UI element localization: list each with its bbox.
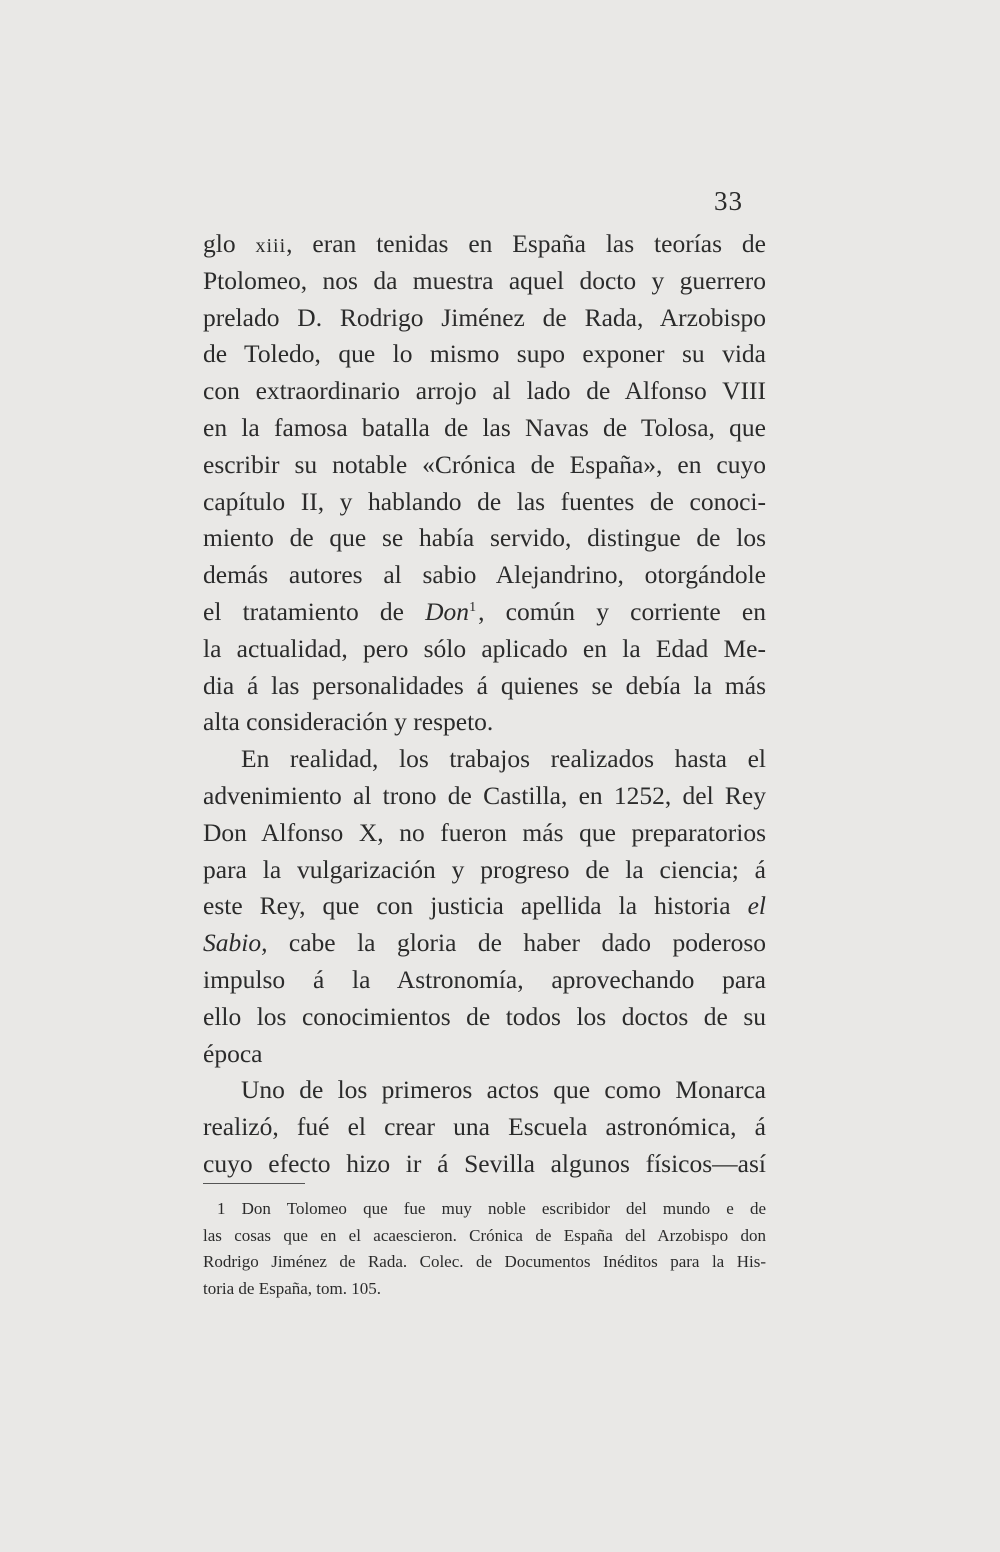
text-line: época xyxy=(203,1038,263,1068)
text-line: Don Alfonso X, no fueron más que preparatorios xyxy=(203,817,766,847)
text-line: el tratamiento de Don$^1$, común y corriente en xyxy=(203,596,766,626)
footnote xyxy=(203,1196,766,1302)
footnote-divider xyxy=(203,1183,305,1184)
text-line: glo xiii, eran tenidas en España las teorías de xyxy=(203,229,766,258)
footnote-line: Rodrigo Jiménez de Rada. Colec. de Documentos Inéditos para la His- xyxy=(203,1252,766,1271)
text-line: con extraordinario arrojo al lado de Alfonso VIII xyxy=(203,376,766,406)
footnote-line: toria de España, tom. 105. xyxy=(203,1278,381,1298)
italic-term: el xyxy=(747,891,766,921)
text-line: cuyo efecto hizo ir á Sevilla algunos físicos—así xyxy=(203,1148,766,1178)
text-line: miento de que se había servido, distingue de los xyxy=(203,523,766,553)
text-line: la actualidad, pero sólo aplicado en la Edad Me- xyxy=(203,633,766,663)
footnote-line: las cosas que en el acaescieron. Crónica de España del Arzobispo don xyxy=(203,1225,766,1245)
text-line: para la vulgarización y progreso de la ciencia; á xyxy=(203,854,766,884)
text-line: prelado D. Rodrigo Jiménez de Rada, Arzobispo xyxy=(203,302,766,332)
text-line: Ptolomeo, nos da muestra aquel docto y guerrero xyxy=(203,265,766,295)
italic-term: Don xyxy=(425,596,470,626)
footnote-reference: 1 xyxy=(469,599,477,615)
paragraph xyxy=(203,226,766,741)
text-line: advenimiento al trono de Castilla, en 1252, del Rey xyxy=(203,780,766,810)
footnote-marker: 1 xyxy=(217,1199,226,1218)
text-line: En realidad, los trabajos realizados hasta el xyxy=(241,744,766,774)
text-line: ello los conocimientos de todos los doctos de su xyxy=(203,1001,766,1031)
text-line: dia á las personalidades á quienes se debía la más xyxy=(203,670,766,700)
text-line: alta consideración y respeto. xyxy=(203,707,494,737)
italic-term: Sabio, xyxy=(203,928,268,958)
page-number: 33 xyxy=(714,186,743,216)
roman-numeral: xiii xyxy=(255,235,287,257)
text-line: demás autores al sabio Alejandrino, otorgándole xyxy=(203,560,766,590)
text-line: Uno de los primeros actos que como Monarca xyxy=(241,1075,766,1105)
text-line: impulso á la Astronomía, aprovechando para xyxy=(203,964,766,994)
text-line: Sabio, cabe la gloria de haber dado poderoso xyxy=(203,928,766,958)
paragraph xyxy=(203,1072,766,1182)
footnote-line: 1 Don Tolomeo que fue muy noble escribidor del mundo e de xyxy=(217,1199,766,1218)
text-line: de Toledo, que lo mismo supo exponer su vida xyxy=(203,339,766,369)
text-line: capítulo II, y hablando de las fuentes de conoci- xyxy=(203,486,766,516)
paragraph xyxy=(203,741,766,1072)
text-line: escribir su notable «Crónica de España», en cuyo xyxy=(203,449,766,479)
text-line: en la famosa batalla de las Navas de Tolosa, que xyxy=(203,412,766,442)
text-line: este Rey, que con justicia apellida la historia el xyxy=(203,891,766,921)
text-line: realizó, fué el crear una Escuela astronómica, á xyxy=(203,1112,766,1142)
body-text xyxy=(203,226,766,1183)
